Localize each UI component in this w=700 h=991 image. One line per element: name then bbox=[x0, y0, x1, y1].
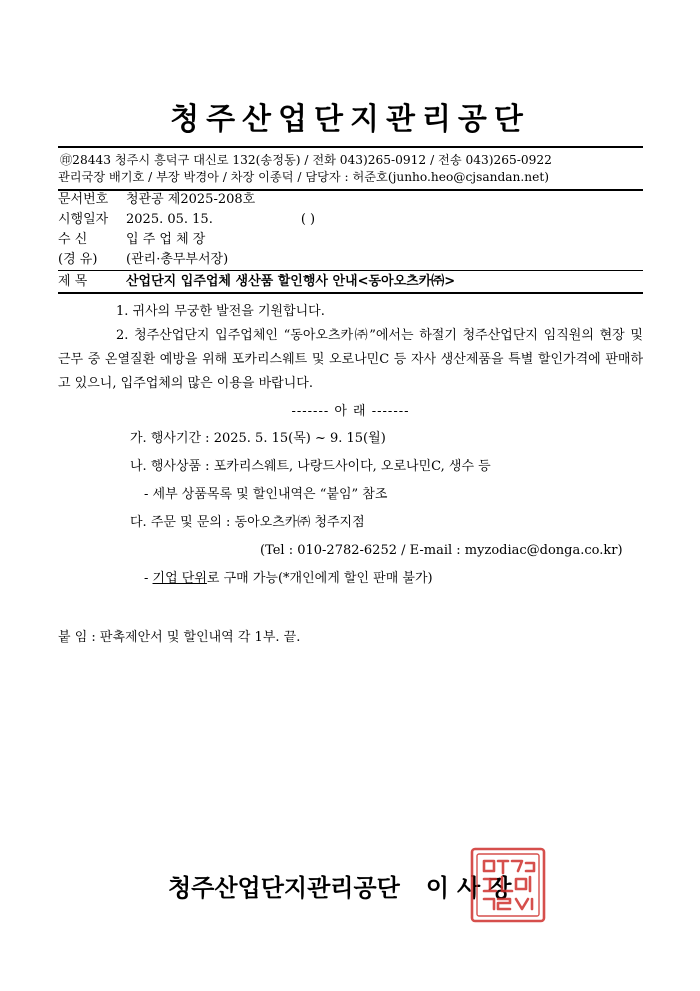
purchase-note-underlined: 기업 단위 bbox=[152, 571, 207, 586]
date-paren: ( ) bbox=[300, 212, 316, 227]
item-order-inquiry: 다. 주문 및 문의 : 동아오츠카㈜ 청주지점 bbox=[130, 515, 365, 530]
signature-line bbox=[168, 868, 519, 903]
date-label: 시행일자 bbox=[58, 212, 109, 227]
document-body bbox=[58, 300, 643, 593]
signature-title: 이사장 bbox=[425, 874, 520, 902]
subject-row bbox=[58, 270, 643, 294]
item-event-products: 나. 행사상품 : 포카리스웨트, 나랑드사이다, 오로나민C, 생수 등 bbox=[130, 459, 491, 474]
doc-number-value: 청관공 제2025-208호 bbox=[126, 192, 256, 207]
header-info-block bbox=[58, 146, 643, 191]
paragraph-2: 2. 청주산업단지 입주업체인 “동아오츠카㈜”에서는 하절기 청주산업단지 임직원의 현장 및 근무 중 온열질환 예방을 위해 포카리스웨트 및 오로나민C 등 자사 생산제품을 특별 할인가격에 판매하고 있으니, 입주업체의 많은 이용을 바랍니다. bbox=[58, 328, 643, 391]
recipient-label: 수 신 bbox=[58, 232, 88, 247]
date-row bbox=[58, 210, 643, 230]
recipient-row bbox=[58, 230, 643, 250]
official-seal-stamp bbox=[468, 845, 548, 925]
details-divider: ------- 아 래 ------- bbox=[291, 404, 410, 419]
paragraph-1: 1. 귀사의 무궁한 발전을 기원합니다. bbox=[116, 304, 325, 319]
subject-value: 산업단지 입주업체 생산품 할인행사 안내<동아오츠카㈜> bbox=[126, 274, 456, 289]
item-event-period: 가. 행사기간 : 2025. 5. 15(목) ~ 9. 15(월) bbox=[130, 431, 386, 446]
contact-info: (Tel : 010-2782-6252 / E-mail : myzodiac@donga.co.kr) bbox=[260, 543, 623, 558]
doc-number-label: 문서번호 bbox=[58, 192, 109, 207]
recipient-value: 입 주 업 체 장 bbox=[126, 232, 206, 247]
signature-organization: 청주산업단지관리공단 bbox=[168, 874, 400, 902]
doc-number-row bbox=[58, 190, 643, 210]
purchase-note-rest: 로 구매 가능(*개인에게 할인 판매 불가) bbox=[206, 571, 433, 586]
details-list bbox=[58, 425, 643, 593]
date-value: 2025. 05. 15. bbox=[126, 212, 213, 227]
attachment-line: 붙 임 : 판촉제안서 및 할인내역 각 1부. 끝. bbox=[58, 630, 301, 645]
organization-title: 청주산업단지관리공단 bbox=[170, 102, 530, 137]
via-label: (경 유) bbox=[58, 252, 98, 267]
item-products-note: - 세부 상품목록 및 할인내역은 “붙임” 참조 bbox=[144, 487, 388, 502]
document-meta bbox=[58, 190, 643, 294]
staff-line: 관리국장 배기호 / 부장 박경아 / 차장 이종덕 / 담당자 : 허준호(junho.heo@cjsandan.net) bbox=[58, 170, 549, 184]
address-line: ㊞28443 청주시 흥덕구 대신로 132(송정동) / 전화 043)265-0912 / 전송 043)265-0922 bbox=[60, 153, 552, 167]
purchase-note bbox=[130, 565, 643, 593]
purchase-note-prefix: - bbox=[144, 571, 153, 586]
via-row bbox=[58, 250, 643, 270]
subject-label: 제 목 bbox=[58, 274, 88, 289]
via-value: (관리·총무부서장) bbox=[126, 252, 229, 267]
